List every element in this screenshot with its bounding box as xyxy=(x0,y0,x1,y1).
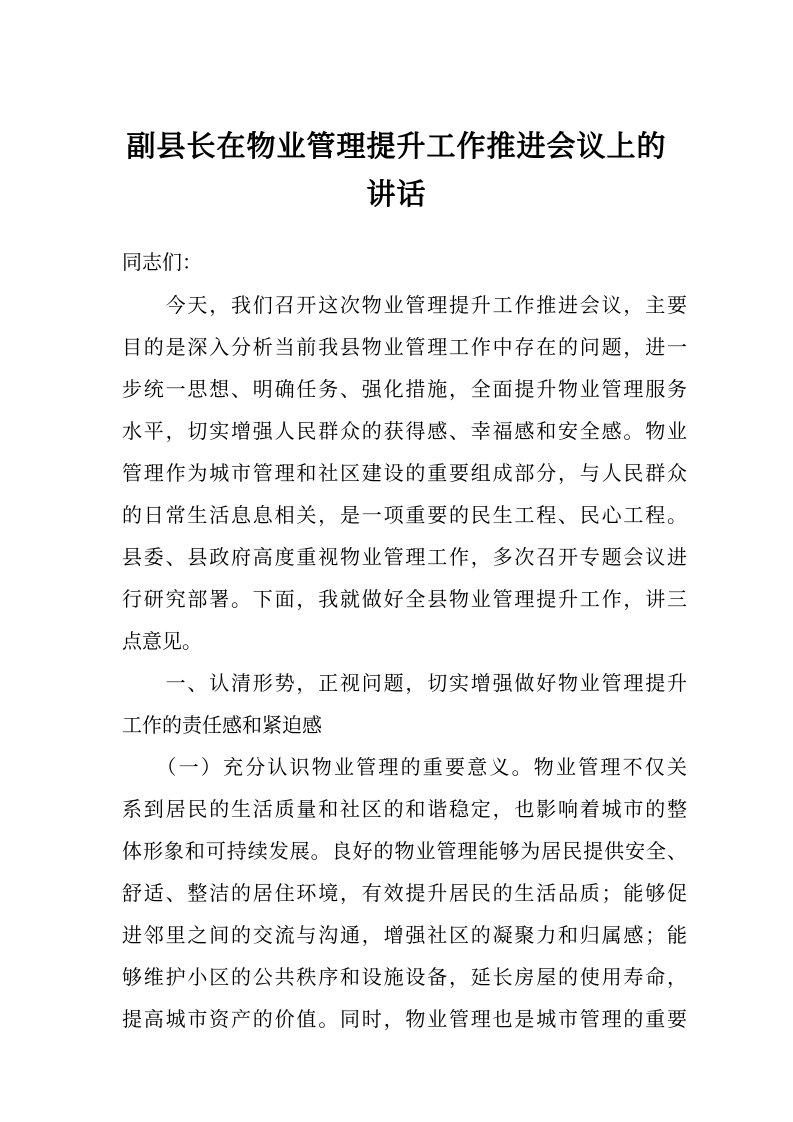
body-line: 行研究部署。下面，我就做好全县物业管理提升工作，讲三 xyxy=(122,587,687,611)
body-line: 水平，切实增强人民群众的获得感、幸福感和安全感。物业 xyxy=(122,419,687,443)
document-title-line-2: 讲话 xyxy=(366,177,427,211)
body-line: 体形象和可持续发展。良好的物业管理能够为居民提供安全、 xyxy=(122,839,687,863)
body-line: 的日常生活息息相关，是一项重要的民生工程、民心工程。 xyxy=(122,503,687,527)
body-line: 进邻里之间的交流与沟通，增强社区的凝聚力和归属感；能 xyxy=(122,923,687,947)
section-heading-line: 工作的责任感和紧迫感 xyxy=(122,713,322,737)
body-line: 点意见。 xyxy=(122,629,202,653)
salutation: 同志们： xyxy=(122,250,202,274)
document-title-line-1: 副县长在物业管理提升工作推进会议上的 xyxy=(126,129,667,163)
body-line: （一）充分认识物业管理的重要意义。物业管理不仅关 xyxy=(122,755,687,779)
section-heading-line: 一、认清形势，正视问题，切实增强做好物业管理提升 xyxy=(122,671,687,695)
body-line: 提高城市资产的价值。同时，物业管理也是城市管理的重要 xyxy=(122,1007,687,1031)
body-line: 管理作为城市管理和社区建设的重要组成部分，与人民群众 xyxy=(122,461,687,485)
body-line: 舒适、整洁的居住环境，有效提升居民的生活品质；能够促 xyxy=(122,881,687,905)
body-line: 县委、县政府高度重视物业管理工作，多次召开专题会议进 xyxy=(122,545,687,569)
body-line: 步统一思想、明确任务、强化措施，全面提升物业管理服务 xyxy=(122,377,687,401)
body-line: 目的是深入分析当前我县物业管理工作中存在的问题，进一 xyxy=(122,335,687,359)
body-line: 系到居民的生活质量和社区的和谐稳定，也影响着城市的整 xyxy=(122,797,687,821)
body-line: 够维护小区的公共秩序和设施设备，延长房屋的使用寿命， xyxy=(122,965,687,989)
body-line: 今天，我们召开这次物业管理提升工作推进会议，主要 xyxy=(122,293,687,317)
